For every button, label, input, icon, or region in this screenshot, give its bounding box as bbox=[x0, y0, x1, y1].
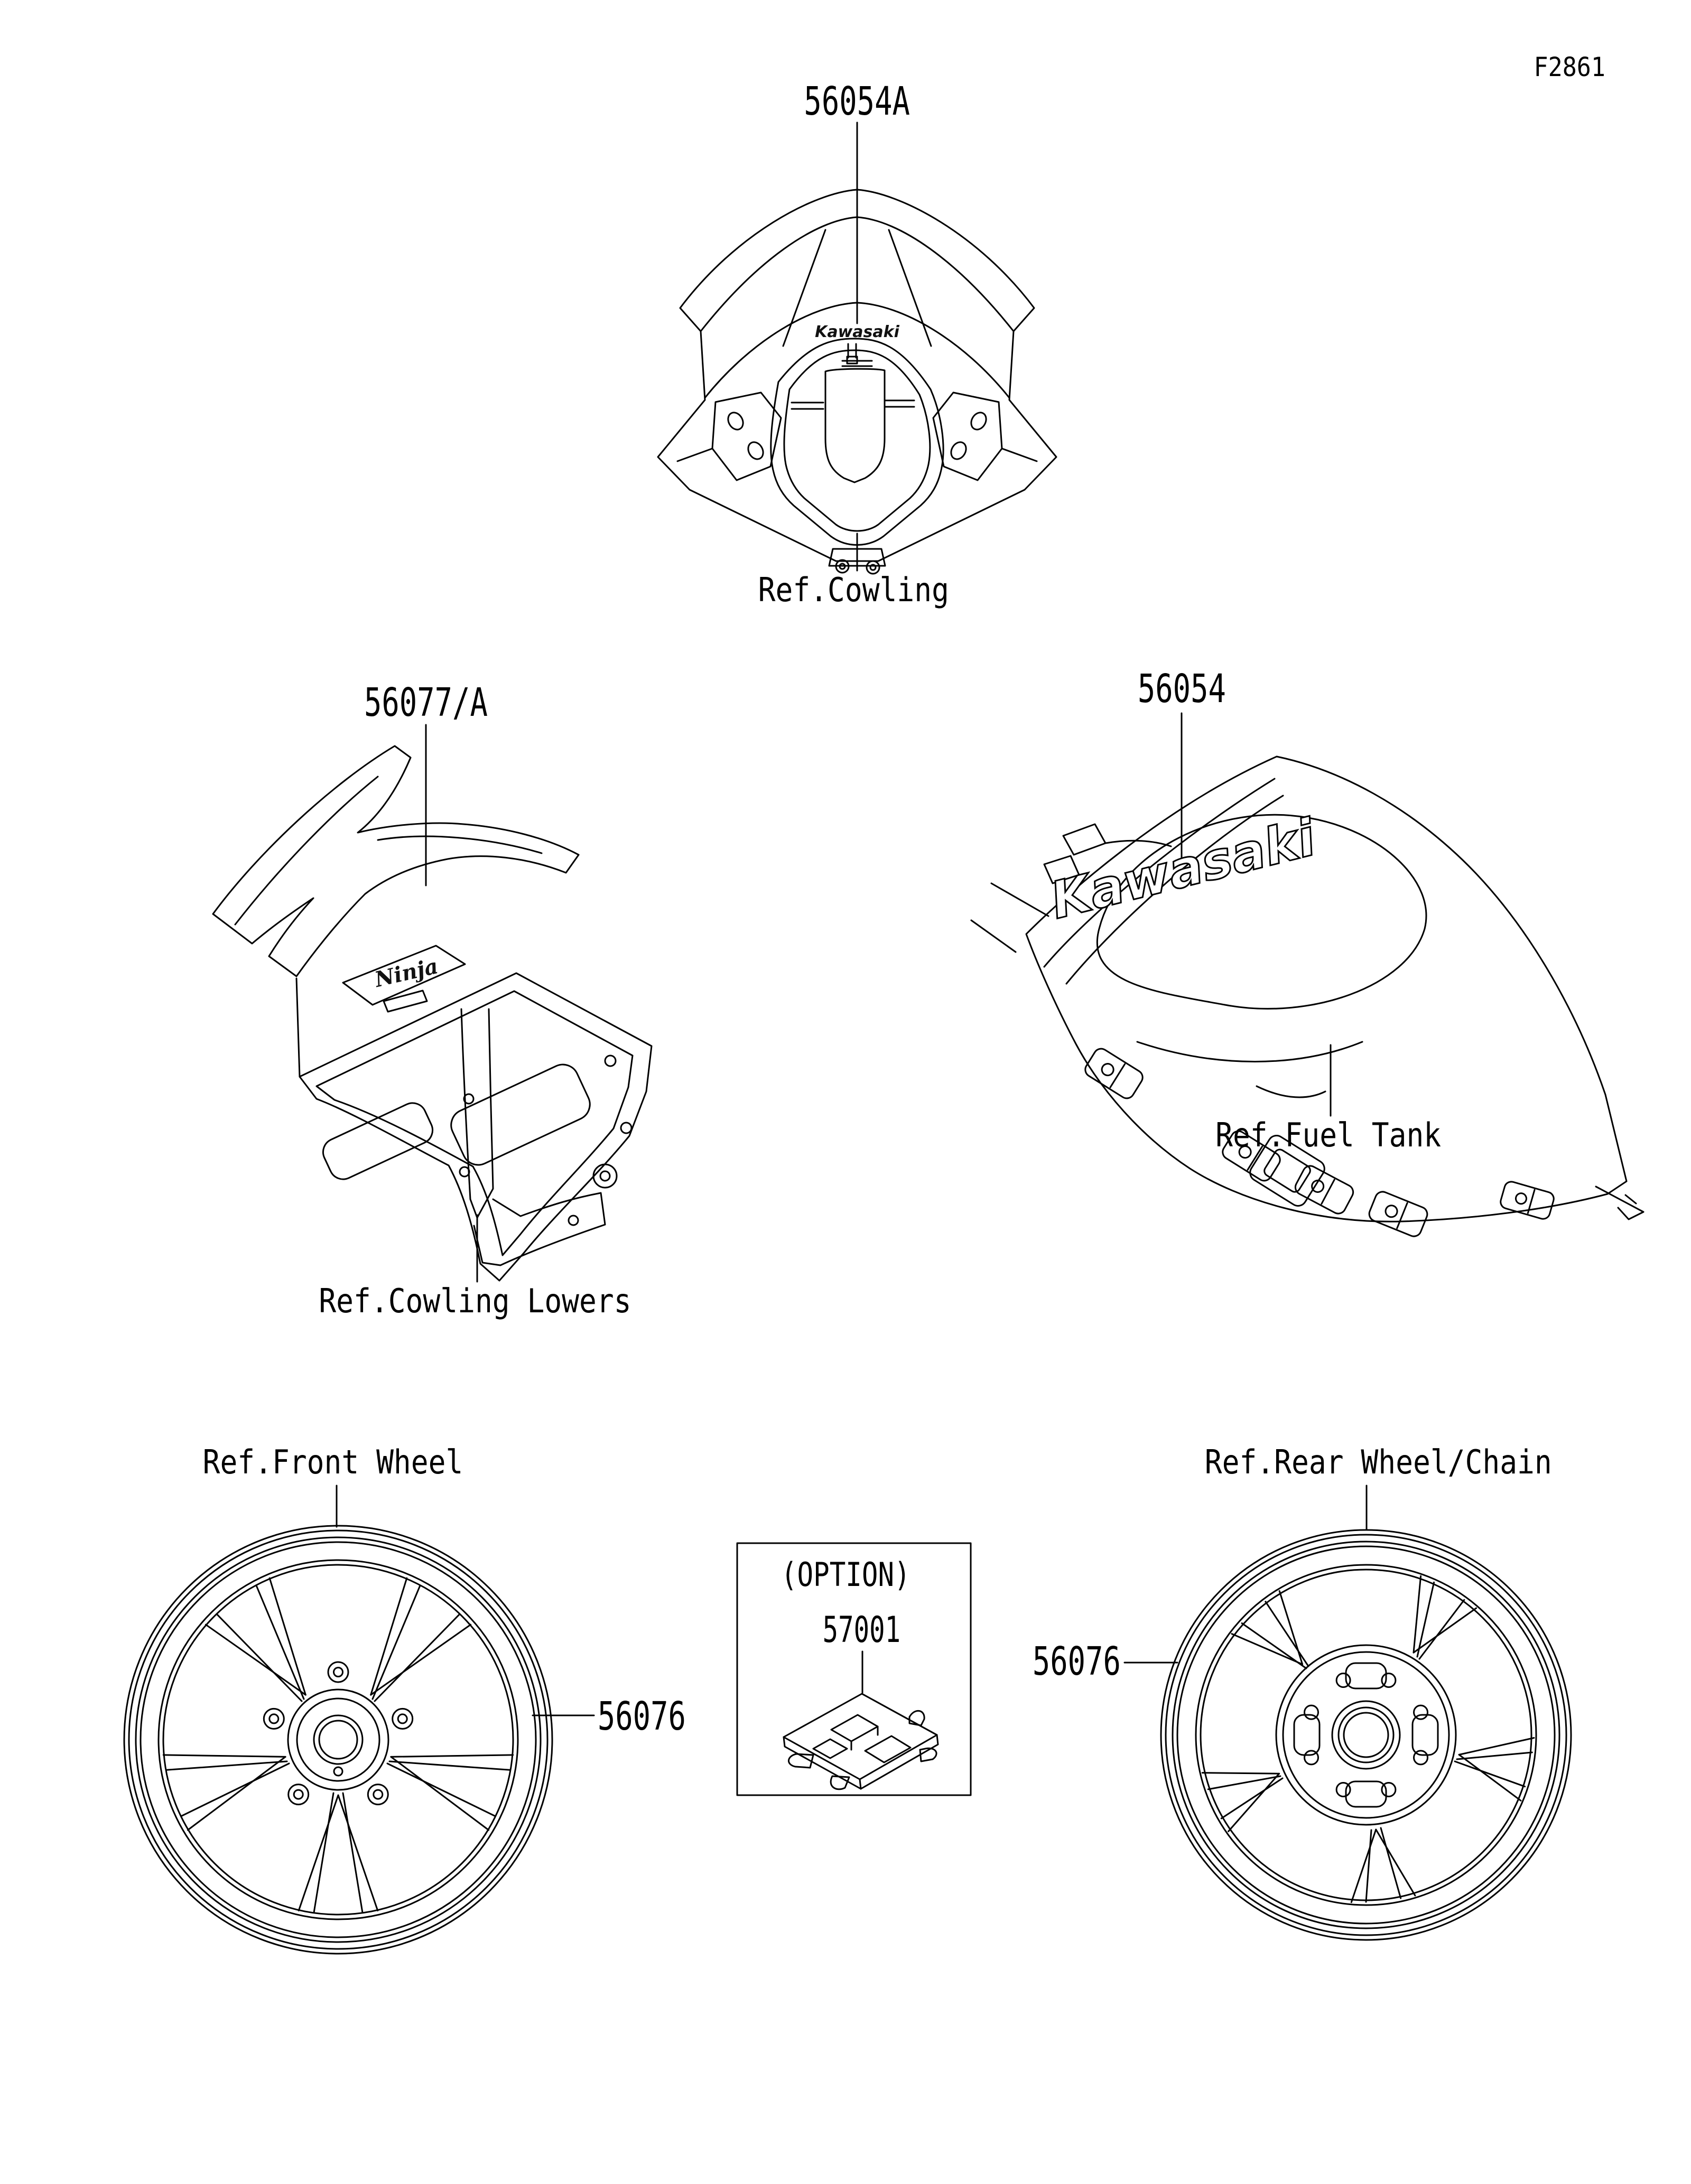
tank-kawasaki-decal: Kawasaki bbox=[1045, 807, 1322, 931]
ref-label-front-wheel: Ref.Front Wheel bbox=[202, 1443, 463, 1481]
fairing-fin bbox=[213, 746, 579, 976]
rear-hub-bolt-holes bbox=[1305, 1674, 1428, 1797]
front-hub-lugs bbox=[264, 1662, 412, 1805]
rear-hub-cutouts bbox=[1294, 1663, 1438, 1807]
part-number-cowling: 56054A bbox=[804, 79, 910, 124]
ref-label-cowling-lowers: Ref.Cowling Lowers bbox=[319, 1282, 631, 1320]
option-caption: (OPTION) bbox=[781, 1555, 910, 1594]
ninja-decal: Ninja bbox=[372, 954, 441, 993]
cowling-drawing bbox=[656, 172, 1058, 578]
ref-label-fuel-tank: Ref.Fuel Tank bbox=[1215, 1116, 1442, 1154]
ref-label-rear-wheel: Ref.Rear Wheel/Chain bbox=[1204, 1443, 1552, 1481]
figure-code: F2861 bbox=[1534, 52, 1605, 82]
cowling-lowers-drawing bbox=[203, 734, 653, 1294]
rear-wheel-drawing bbox=[1155, 1524, 1577, 1946]
option-part-drawing bbox=[769, 1686, 949, 1797]
part-number-rear-wheel: 56076 bbox=[1032, 1639, 1121, 1684]
ref-label-cowling: Ref.Cowling bbox=[758, 571, 949, 609]
windscreen-kawasaki-decal: Kawasaki bbox=[815, 323, 899, 341]
fuel-tank-drawing bbox=[941, 745, 1633, 1273]
part-number-cowling-lowers: 56077/A bbox=[364, 680, 488, 725]
rear-wheel-spokes bbox=[1202, 1576, 1534, 1902]
tank-outline bbox=[1026, 757, 1627, 1221]
front-wheel-drawing bbox=[119, 1520, 558, 1959]
front-wheel-spokes bbox=[163, 1578, 513, 1910]
part-number-front-wheel: 56076 bbox=[597, 1694, 686, 1739]
mirror-mount-right bbox=[933, 393, 1002, 480]
part-number-option: 57001 bbox=[822, 1609, 900, 1651]
part-number-fuel-tank: 56054 bbox=[1137, 666, 1226, 712]
